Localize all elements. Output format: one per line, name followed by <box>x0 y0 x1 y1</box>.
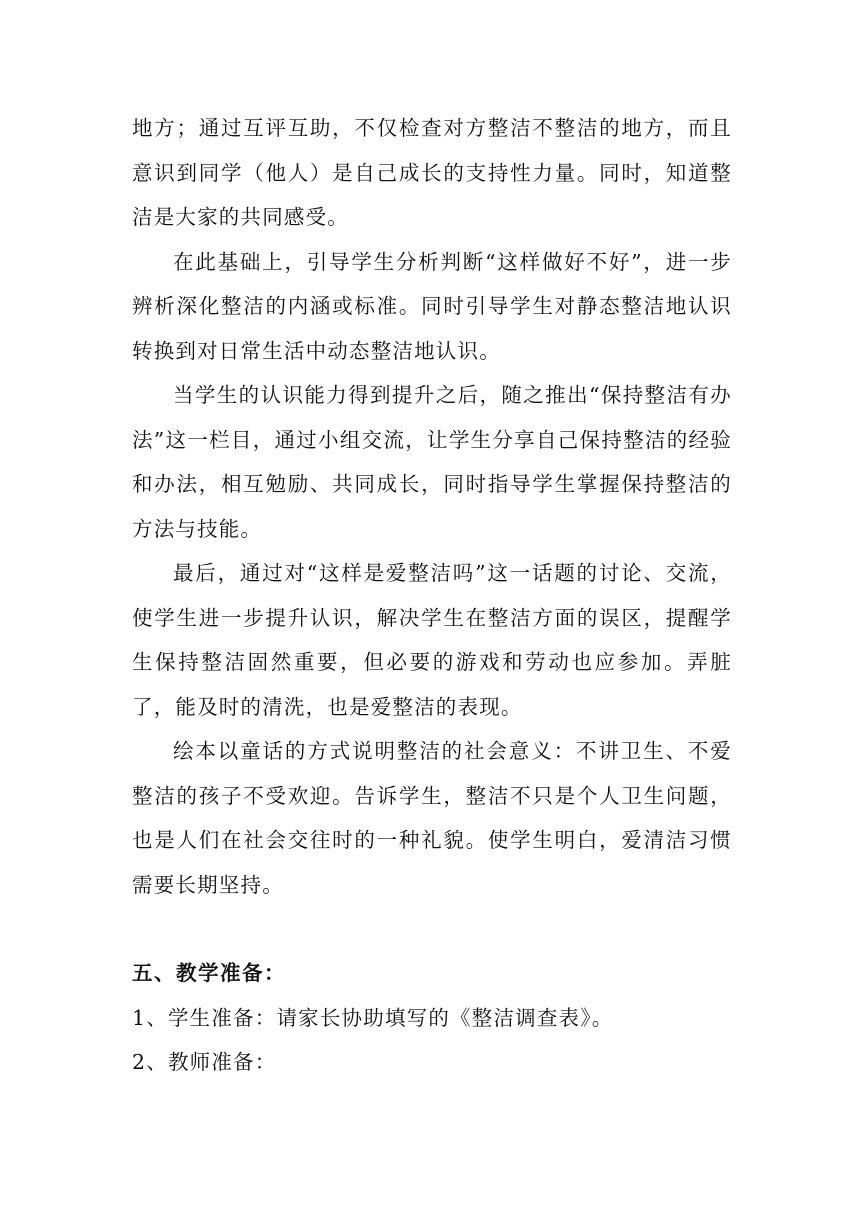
list-item-teacher-prep: 2、教师准备： <box>132 1050 277 1074</box>
paragraph-analysis: 在此基础上，引导学生分析判断“这样做好不好”，进一步辨析深化整洁的内涵或标准。同时引导学生对静态整洁地认识转换到对日常生活中动态整洁地认识。 <box>132 249 732 363</box>
paragraph-picture-book: 绘本以童话的方式说明整洁的社会意义：不讲卫生、不爱整洁的孩子不受欢迎。告诉学生，整洁不只是个人卫生问题，也是人们在社会交往时的一种礼貌。使学生明白，爱清洁习惯需要长期坚持。 <box>132 739 732 897</box>
paragraph-methods: 当学生的认识能力得到提升之后，随之推出“保持整洁有办法”这一栏目，通过小组交流，让学生分享自己保持整洁的经验和办法，相互勉励、共同成长，同时指导学生掌握保持整洁的方法与技能。 <box>132 383 732 541</box>
section-heading: 五、教学准备： <box>132 961 286 985</box>
list-item-student-prep: 1、学生准备：请家长协助填写的《整洁调查表》。 <box>132 1005 614 1030</box>
paragraph-discussion: 最后，通过对“这样是爱整洁吗”这一话题的讨论、交流，使学生进一步提升认识，解决学生在整洁方面的误区，提醒学生保持整洁固然重要，但必要的游戏和劳动也应参加。弄脏了，能及时的清洗，也是爱整洁的表现。 <box>132 561 732 719</box>
section-spacer <box>132 907 732 951</box>
document-body <box>132 106 732 1085</box>
paragraph-continuation: 地方；通过互评互助，不仅检查对方整洁不整洁的地方，而且意识到同学（他人）是自己成长的支持性力量。同时，知道整洁是大家的共同感受。 <box>132 116 732 229</box>
